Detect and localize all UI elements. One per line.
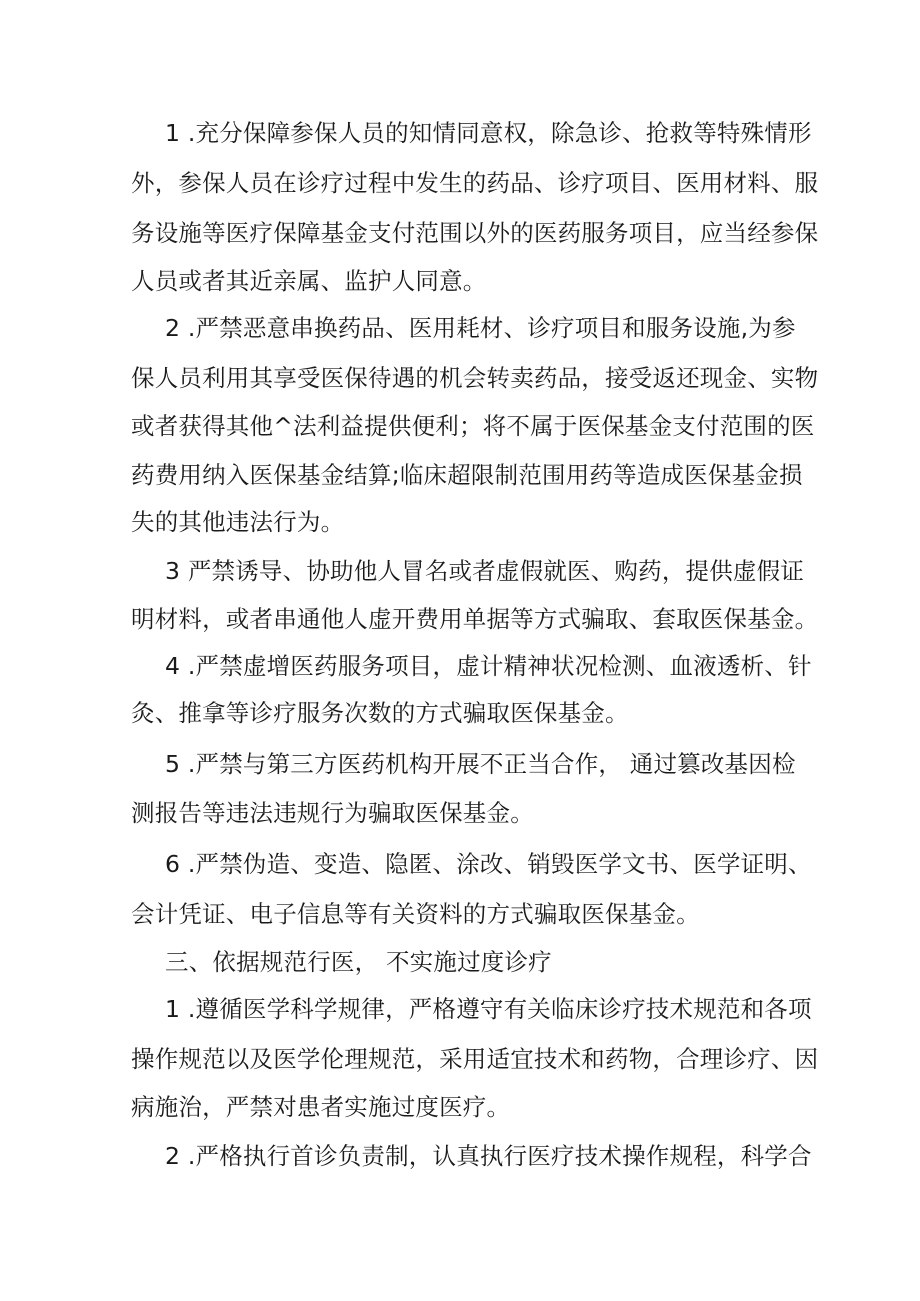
paragraph-4-line-2: 灸、推拿等诊疗服务次数的方式骗取医保基金。	[131, 699, 629, 727]
paragraph-1-line-3: 务设施等医疗保障基金支付范围以外的医药服务项目，应当经参保	[131, 219, 819, 247]
paragraph-1-line-1: 1 .充分保障参保人员的知情同意权，除急诊、抢救等特殊情形	[165, 119, 812, 147]
paragraph-7-line-1: 1 .遵循医学科学规律，严格遵守有关临床诊疗技术规范和各项	[165, 995, 812, 1023]
paragraph-6-line-2: 会计凭证、电子信息等有关资料的方式骗取医保基金。	[131, 900, 700, 928]
paragraph-2-line-2: 保人员利用其享受医保待遇的机会转卖药品，接受返还现金、实物	[131, 364, 819, 392]
paragraph-6-line-1: 6 .严禁伪造、变造、隐匿、涂改、销毁医学文书、医学证明、	[165, 850, 812, 878]
paragraph-2-line-4: 药费用纳入医保基金结算;临床超限制范围用药等造成医保基金损	[131, 461, 803, 489]
paragraph-2-line-3: 或者获得其他^法利益提供便利；将不属于医保基金支付范围的医	[131, 412, 815, 440]
paragraph-2-line-1: 2 .严禁恶意串换药品、医用耗材、诊疗项目和服务设施,为参	[165, 314, 796, 342]
section-heading: 三、依据规范行医， 不实施过度诊疗	[165, 948, 552, 976]
paragraph-7-line-2: 操作规范以及医学伦理规范，采用适宜技术和药物，合理诊疗、因	[131, 1045, 819, 1073]
paragraph-3-line-2: 明材料，或者串通他人虚开费用单据等方式骗取、套取医保基金。	[131, 605, 819, 633]
paragraph-8-line-1: 2 .严格执行首诊负责制，认真执行医疗技术操作规程，科学合	[165, 1142, 812, 1170]
paragraph-1-line-2: 外，参保人员在诊疗过程中发生的药品、诊疗项目、医用材料、服	[131, 169, 819, 197]
paragraph-7-line-3: 病施治，严禁对患者实施过度医疗。	[131, 1093, 511, 1121]
paragraph-4-line-1: 4 .严禁虚增医药服务项目，虚计精神状况检测、血液透析、针	[165, 652, 812, 680]
paragraph-5-line-1: 5 .严禁与第三方医药机构开展不正当合作， 通过篡改基因检	[165, 750, 796, 778]
paragraph-2-line-5: 失的其他违法行为。	[131, 508, 345, 536]
paragraph-1-line-4: 人员或者其近亲属、监护人同意。	[131, 267, 487, 295]
paragraph-3-line-1: 3 严禁诱导、协助他人冒名或者虚假就医、购药，提供虚假证	[165, 557, 805, 585]
paragraph-5-line-2: 测报告等违法违规行为骗取医保基金。	[131, 799, 534, 827]
